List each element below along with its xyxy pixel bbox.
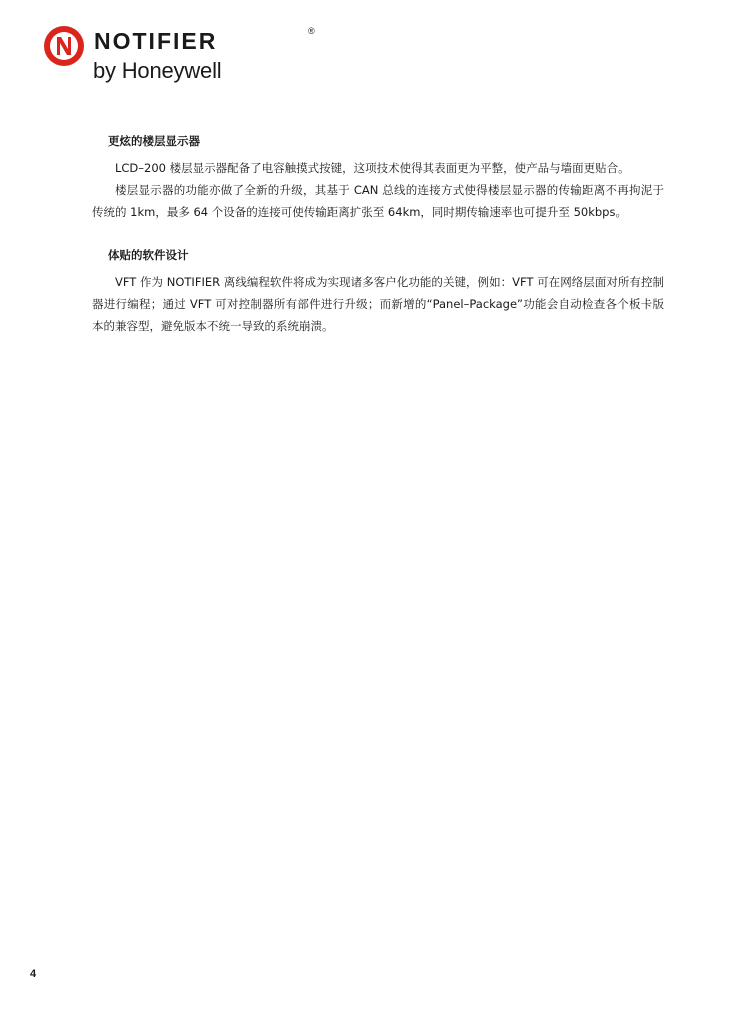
paragraph: LCD–200 楼层显示器配备了电容触摸式按键，这项技术使得其表面更为平整，使产品与墙面更贴合。 bbox=[115, 161, 630, 175]
document-body bbox=[92, 131, 664, 359]
paragraph: 楼层显示器的功能亦做了全新的升级，其基于 CAN 总线的连接方式使得楼层显示器的传输距离不再拘泥于传统的 1km，最多 64 个设备的连接可使传输距离扩张至 64km，同时期传输速率也可提升至 50kbps。 bbox=[92, 183, 664, 219]
section-heading: 更炫的楼层显示器 bbox=[108, 134, 200, 148]
registered-mark: ® bbox=[308, 26, 315, 36]
section-floor-display bbox=[92, 131, 664, 223]
page-number: 4 bbox=[30, 968, 37, 980]
notifier-emblem-icon bbox=[42, 24, 86, 68]
section-heading: 体贴的软件设计 bbox=[108, 248, 189, 262]
paragraph: VFT 作为 NOTIFIER 离线编程软件将成为实现诸多客户化功能的关键，例如：VFT 可在网络层面对所有控制器进行编程；通过 VFT 可对控制器所有部件进行升级；而新增的“Panel–Package”功能会自动检查各个板卡版本的兼容型，避免版本不统一导致的系统崩溃。 bbox=[92, 275, 664, 333]
notifier-logo bbox=[42, 24, 315, 88]
brand-tagline: by Honeywell bbox=[93, 58, 222, 83]
section-software-design bbox=[92, 245, 664, 337]
brand-name: NOTIFIER bbox=[94, 28, 218, 54]
